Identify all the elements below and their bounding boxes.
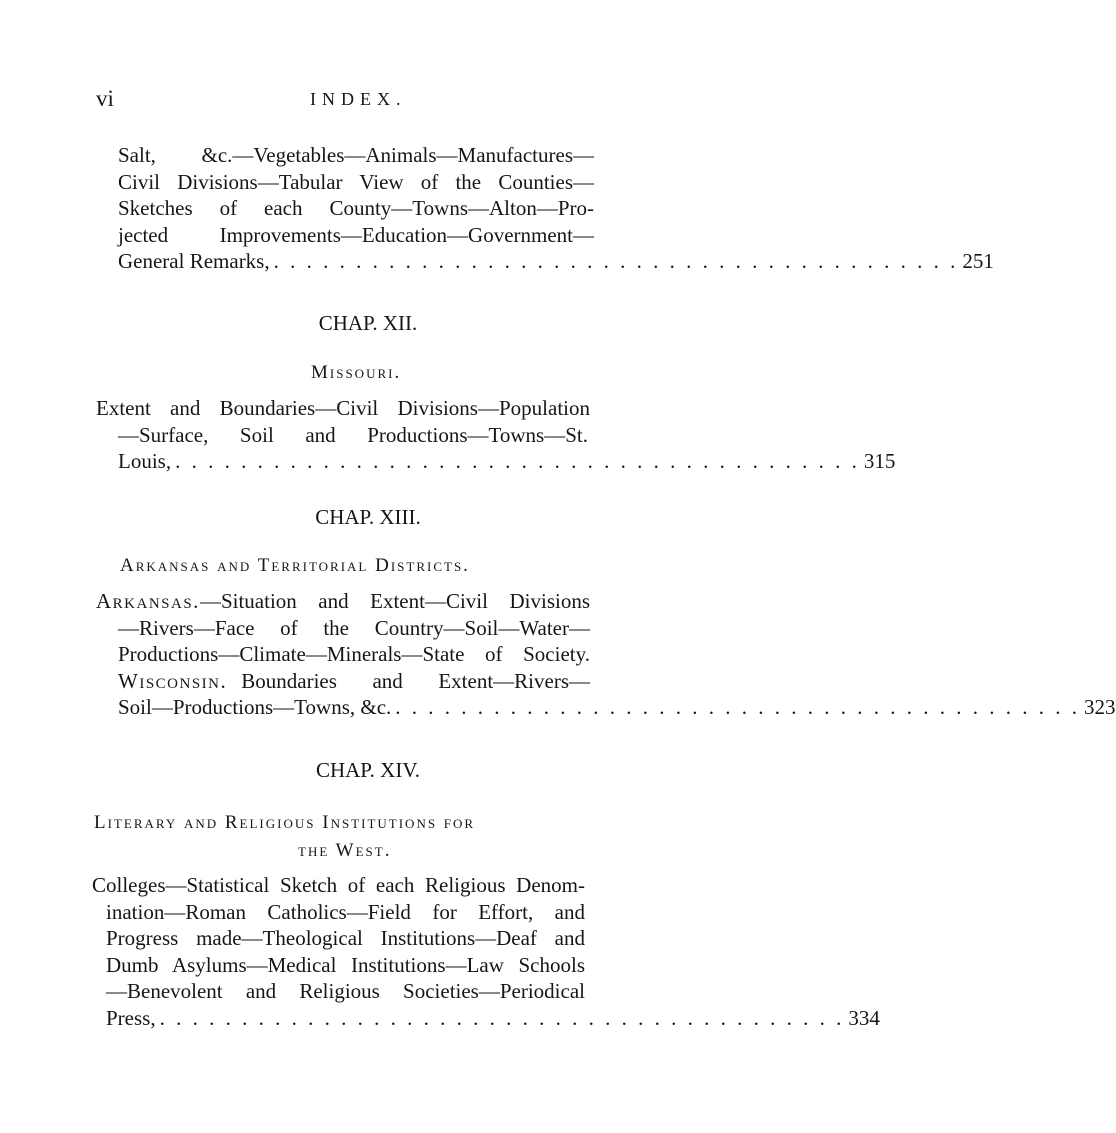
entry-line: Progress made—Theological Institutions—Deaf and bbox=[106, 926, 585, 950]
entry-line: Arkansas. —Situation and Extent—Civil Divisions bbox=[96, 589, 590, 613]
leader-dots: . . . . . . . . . . . . . . . . . . . . . . . . . . . . . . . . . . . . . . . . . . bbox=[175, 449, 860, 473]
entry-line: —Rivers—Face of the Country—Soil—Water— bbox=[118, 615, 590, 640]
leader-dots: . . . . . . . . . . . . . . . . . . . . . . . . . . . . . . . . . . . . . . . . . . bbox=[273, 249, 959, 273]
entry-line: Salt, &c.—Vegetables—Animals—Manufactures— bbox=[118, 143, 594, 167]
entry-line: Colleges—Statistical Sketch of each Religious Denom- bbox=[92, 873, 585, 897]
entry-line-with-page: Soil—Productions—Towns, &c. . . . . . . . . . . . . . . . . . . . . . . . . . . . . . . . . . . . . . . . . . . 323 bbox=[118, 695, 1116, 719]
chapter-heading: CHAP. XIV. bbox=[315, 758, 421, 782]
entry-line: Extent and Boundaries—Civil Divisions—Population bbox=[96, 396, 590, 420]
entry-line: Wisconsin. Boundaries and Extent—Rivers— bbox=[118, 668, 590, 693]
entry-lead: Arkansas. bbox=[96, 589, 200, 613]
entry-lead: Wisconsin. bbox=[118, 668, 228, 693]
leader-dots: . . . . . . . . . . . . . . . . . . . . . . . . . . . . . . . . . . . . . . . . . . bbox=[395, 695, 1081, 719]
entry-line: —Surface, Soil and Productions—Towns—St. bbox=[118, 422, 588, 447]
chapter-subject: Arkansas and Territorial Districts. bbox=[120, 555, 470, 576]
chapter-heading: CHAP. XIII. bbox=[315, 505, 421, 529]
entry-line-with-page: Louis, . . . . . . . . . . . . . . . . . . . . . . . . . . . . . . . . . . . . . . . . . . 315 bbox=[118, 449, 896, 473]
page-header bbox=[96, 86, 616, 116]
chapter-subject-continued: the West. bbox=[298, 840, 392, 861]
chapter-subject: Missouri. bbox=[311, 362, 402, 383]
index-entry-arkansas bbox=[96, 588, 1116, 721]
index-entry-missouri bbox=[96, 395, 896, 475]
entry-line-with-page: Press, . . . . . . . . . . . . . . . . . . . . . . . . . . . . . . . . . . . . . . . . . . 334 bbox=[106, 1005, 880, 1030]
entry-line: Civil Divisions—Tabular View of the Counties— bbox=[118, 169, 594, 194]
entry-line: Sketches of each County—Towns—Alton—Pro- bbox=[118, 196, 594, 220]
entry-line: ination—Roman Catholics—Field for Effort, and bbox=[106, 899, 585, 924]
page-number: vi bbox=[96, 86, 114, 111]
leader-dots: . . . . . . . . . . . . . . . . . . . . . . . . . . . . . . . . . . . . . . . . . . bbox=[159, 1005, 845, 1030]
entry-line: jected Improvements—Education—Government— bbox=[118, 222, 594, 247]
entry-line: Dumb Asylums—Medical Institutions—Law Schools bbox=[106, 952, 585, 977]
running-title: INDEX. bbox=[310, 89, 407, 109]
page-reference: 323 bbox=[1084, 695, 1116, 719]
chapter-subject: Literary and Religious Institutions for bbox=[94, 812, 476, 833]
page-reference: 251 bbox=[962, 249, 994, 273]
page-reference: 315 bbox=[863, 449, 896, 473]
chapter-heading: CHAP. XII. bbox=[318, 311, 418, 335]
page-reference: 334 bbox=[848, 1005, 880, 1030]
entry-line: —Benevolent and Religious Societies—Periodical bbox=[106, 979, 585, 1003]
index-entry-institutions bbox=[92, 872, 880, 1031]
entry-line-with-page: General Remarks, . . . . . . . . . . . . . . . . . . . . . . . . . . . . . . . . . . . . . . . . . . 251 bbox=[118, 249, 994, 273]
index-entry-illinois-continued bbox=[118, 142, 994, 275]
entry-line: Productions—Climate—Minerals—State of Society. bbox=[118, 642, 590, 666]
